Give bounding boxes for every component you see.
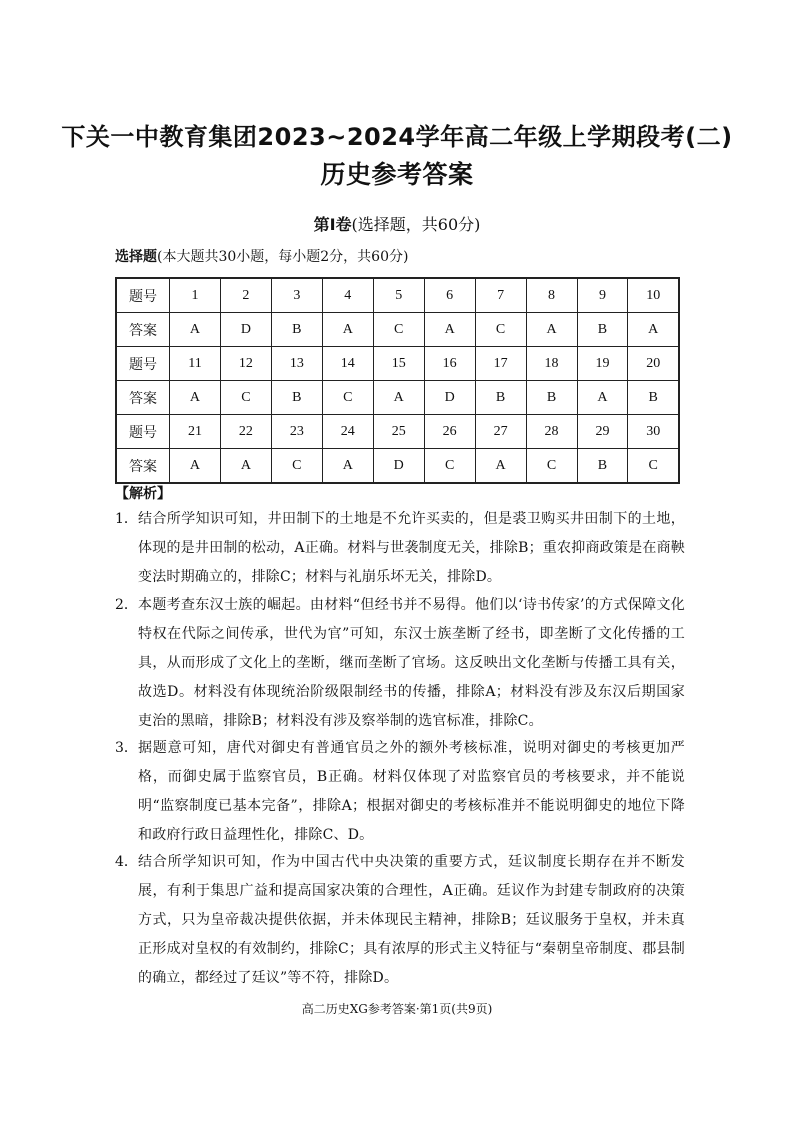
- table-cell: A: [373, 381, 424, 415]
- analysis-item: [115, 848, 685, 993]
- table-cell: 14: [322, 347, 373, 381]
- table-cell: C: [220, 381, 271, 415]
- table-cell: 8: [526, 278, 577, 313]
- table-row: [116, 313, 679, 347]
- table-cell: 23: [271, 415, 322, 449]
- table-cell: C: [475, 313, 526, 347]
- table-cell: A: [577, 381, 628, 415]
- table-cell: B: [577, 313, 628, 347]
- table-cell: 15: [373, 347, 424, 381]
- row-header: 题号: [116, 278, 170, 313]
- table-cell: 21: [170, 415, 221, 449]
- document-title: 下关一中教育集团2023~2024学年高二年级上学期段考(二): [61, 123, 733, 151]
- table-cell: C: [628, 449, 679, 484]
- table-cell: B: [271, 313, 322, 347]
- table-row: [116, 381, 679, 415]
- table-cell: 18: [526, 347, 577, 381]
- table-cell: A: [170, 313, 221, 347]
- document-subtitle: 历史参考答案: [320, 160, 474, 189]
- analysis-item-number: 3．: [115, 740, 138, 756]
- analysis-item-text: 结合所学知识可知，作为中国古代中央决策的重要方式，廷议制度长期存在并不断发展，有利于集思广益和提高国家决策的合理性，A正确。廷议作为封建专制政府的决策方式，只为皇帝裁决提供依据，并未体现民主精神，排除B；廷议服务于皇权，并未真正形成对皇权的有效制约，排除C；具有浓厚的形式主义特征与“秦朝皇帝制度、郡县制的确立，都经过了廷议”等不符，排除D。: [138, 854, 685, 986]
- table-cell: 26: [424, 415, 475, 449]
- table-cell: 5: [373, 278, 424, 313]
- answer-table: [115, 277, 680, 484]
- table-cell: 22: [220, 415, 271, 449]
- choice-note: (本大题共30小题，每小题2分，共60分): [157, 249, 409, 265]
- table-cell: 19: [577, 347, 628, 381]
- table-cell: 24: [322, 415, 373, 449]
- table-cell: B: [526, 381, 577, 415]
- section-heading: [0, 212, 794, 235]
- table-cell: 10: [628, 278, 679, 313]
- table-cell: A: [424, 313, 475, 347]
- analysis-item-text: 结合所学知识可知，井田制下的土地是不允许买卖的，但是裘卫购买井田制下的土地，体现的是井田制的松动，A正确。材料与世袭制度无关，排除B；重农抑商政策是在商鞅变法时期确立的，排除C；材料与礼崩乐坏无关，排除D。: [138, 511, 685, 585]
- table-cell: D: [220, 313, 271, 347]
- analysis-item-number: 4．: [115, 854, 138, 870]
- analysis-item-number: 1．: [115, 511, 138, 527]
- table-row: [116, 278, 679, 313]
- table-cell: A: [220, 449, 271, 484]
- table-cell: B: [628, 381, 679, 415]
- row-header: 答案: [116, 449, 170, 484]
- table-cell: B: [271, 381, 322, 415]
- table-cell: 1: [170, 278, 221, 313]
- table-cell: 29: [577, 415, 628, 449]
- table-cell: A: [526, 313, 577, 347]
- table-cell: B: [475, 381, 526, 415]
- analysis-item-text: 据题意可知，唐代对御史有普通官员之外的额外考核标准，说明对御史的考核更加严格，而御史属于监察官员，B正确。材料仅体现了对监察官员的考核要求，并不能说明“监察制度已基本完备”，排除A；根据对御史的考核标准并不能说明御史的地位下降和政府行政日益理性化，排除C、D。: [138, 740, 685, 843]
- analysis-heading: 【解析】: [115, 486, 171, 502]
- table-cell: C: [271, 449, 322, 484]
- table-cell: 27: [475, 415, 526, 449]
- table-cell: C: [526, 449, 577, 484]
- table-row: [116, 449, 679, 484]
- table-cell: 25: [373, 415, 424, 449]
- analysis-item: [115, 591, 685, 736]
- table-cell: 2: [220, 278, 271, 313]
- row-header: 答案: [116, 381, 170, 415]
- table-cell: 17: [475, 347, 526, 381]
- table-cell: A: [322, 313, 373, 347]
- page-footer: 高二历史XG参考答案·第1页(共9页): [301, 1002, 493, 1016]
- section-name: 第Ⅰ卷: [313, 215, 352, 234]
- table-cell: 28: [526, 415, 577, 449]
- row-header: 答案: [116, 313, 170, 347]
- table-cell: 9: [577, 278, 628, 313]
- table-cell: 4: [322, 278, 373, 313]
- table-cell: C: [424, 449, 475, 484]
- table-cell: 7: [475, 278, 526, 313]
- analysis-item-number: 2．: [115, 597, 138, 613]
- table-cell: 20: [628, 347, 679, 381]
- table-cell: 3: [271, 278, 322, 313]
- table-row: [116, 347, 679, 381]
- table-cell: 6: [424, 278, 475, 313]
- analysis-item: [115, 505, 685, 592]
- table-cell: C: [322, 381, 373, 415]
- table-cell: A: [170, 449, 221, 484]
- row-header: 题号: [116, 347, 170, 381]
- table-cell: B: [577, 449, 628, 484]
- row-header: 题号: [116, 415, 170, 449]
- table-cell: 12: [220, 347, 271, 381]
- table-cell: A: [475, 449, 526, 484]
- table-cell: 16: [424, 347, 475, 381]
- table-row: [116, 415, 679, 449]
- analysis-item: [115, 734, 685, 850]
- table-cell: A: [322, 449, 373, 484]
- choice-intro: [115, 246, 408, 266]
- table-cell: A: [628, 313, 679, 347]
- table-cell: 11: [170, 347, 221, 381]
- table-cell: A: [170, 381, 221, 415]
- analysis-item-text: 本题考查东汉士族的崛起。由材料“但经书并不易得。他们以‘诗书传家’的方式保障文化特权在代际之间传承，世代为官”可知，东汉士族垄断了经书，即垄断了文化传播的工具，从而形成了文化上的垄断，继而垄断了官场。这反映出文化垄断与传播工具有关，故选D。材料没有体现统治阶级限制经书的传播，排除A；材料没有涉及东汉后期国家吏治的黑暗，排除B；材料没有涉及察举制的选官标准，排除C。: [138, 597, 685, 729]
- section-note: (选择题，共60分): [351, 215, 481, 234]
- table-cell: 30: [628, 415, 679, 449]
- table-cell: C: [373, 313, 424, 347]
- table-cell: D: [373, 449, 424, 484]
- table-cell: 13: [271, 347, 322, 381]
- choice-label: 选择题: [115, 249, 157, 265]
- table-cell: D: [424, 381, 475, 415]
